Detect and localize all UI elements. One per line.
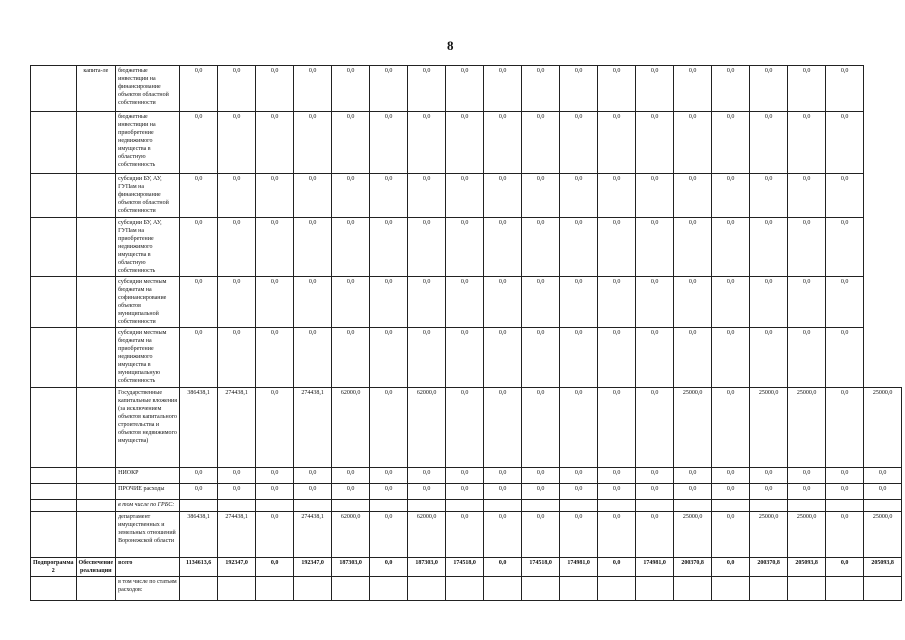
- table-row: [31, 112, 902, 174]
- table-row: [31, 500, 902, 512]
- value-cell: 0,0: [788, 484, 826, 500]
- value-cell: [674, 577, 712, 601]
- value-cell: 0,0: [826, 277, 864, 328]
- value-cell: 0,0: [636, 112, 674, 174]
- value-cell: [788, 500, 826, 512]
- value-cell: [826, 500, 864, 512]
- value-cell: [522, 577, 560, 601]
- value-cell: 0,0: [712, 512, 750, 558]
- value-cell: 0,0: [598, 388, 636, 468]
- value-cell: 0,0: [674, 112, 712, 174]
- value-cell: 274438,1: [218, 388, 256, 468]
- value-cell: 0,0: [674, 66, 712, 112]
- value-cell: 0,0: [598, 512, 636, 558]
- value-cell: 0,0: [598, 66, 636, 112]
- value-cell: [332, 500, 370, 512]
- value-cell: 0,0: [826, 558, 864, 577]
- value-cell: 62000,0: [332, 388, 370, 468]
- value-cell: 0,0: [598, 174, 636, 218]
- value-cell: 192347,0: [218, 558, 256, 577]
- value-cell: [750, 500, 788, 512]
- value-cell: [484, 577, 522, 601]
- subprogram-cell: [31, 328, 77, 388]
- value-cell: 0,0: [446, 484, 484, 500]
- value-cell: [484, 500, 522, 512]
- value-cell: 0,0: [522, 484, 560, 500]
- value-cell: 187303,0: [408, 558, 446, 577]
- value-cell: 0,0: [674, 468, 712, 484]
- value-cell: 25000,0: [674, 388, 712, 468]
- value-cell: 0,0: [332, 468, 370, 484]
- value-cell: 0,0: [370, 66, 408, 112]
- value-cell: 0,0: [218, 484, 256, 500]
- value-cell: 0,0: [522, 218, 560, 277]
- value-cell: 0,0: [370, 112, 408, 174]
- subprogram-cell: [31, 66, 77, 112]
- value-cell: 0,0: [826, 112, 864, 174]
- value-cell: [180, 577, 218, 601]
- table-row: [31, 558, 902, 577]
- value-cell: 386438,1: [180, 512, 218, 558]
- value-cell: 0,0: [560, 388, 598, 468]
- value-cell: 0,0: [636, 468, 674, 484]
- value-cell: 0,0: [636, 388, 674, 468]
- value-cell: 0,0: [560, 112, 598, 174]
- value-cell: 192347,0: [294, 558, 332, 577]
- value-cell: 0,0: [788, 328, 826, 388]
- value-cell: [446, 500, 484, 512]
- value-cell: 0,0: [332, 328, 370, 388]
- value-cell: 0,0: [674, 174, 712, 218]
- value-cell: 0,0: [750, 484, 788, 500]
- value-cell: 0,0: [598, 277, 636, 328]
- value-cell: 0,0: [294, 484, 332, 500]
- value-cell: 25000,0: [674, 512, 712, 558]
- value-cell: 0,0: [446, 66, 484, 112]
- value-cell: 0,0: [484, 218, 522, 277]
- value-cell: 0,0: [446, 174, 484, 218]
- value-cell: 0,0: [560, 328, 598, 388]
- value-cell: 0,0: [560, 512, 598, 558]
- value-cell: 0,0: [256, 218, 294, 277]
- value-cell: 0,0: [788, 218, 826, 277]
- category-cell: Обеспечение реализации: [76, 558, 116, 577]
- value-cell: 0,0: [446, 218, 484, 277]
- subprogram-cell: [31, 174, 77, 218]
- value-cell: 0,0: [826, 468, 864, 484]
- value-cell: 0,0: [788, 174, 826, 218]
- table-row: [31, 388, 902, 468]
- value-cell: 0,0: [484, 468, 522, 484]
- value-cell: 62000,0: [408, 512, 446, 558]
- value-cell: 0,0: [522, 66, 560, 112]
- category-cell: [76, 328, 116, 388]
- value-cell: 0,0: [180, 66, 218, 112]
- value-cell: 0,0: [826, 484, 864, 500]
- value-cell: 0,0: [294, 277, 332, 328]
- subprogram-cell: [31, 218, 77, 277]
- table-row: [31, 328, 902, 388]
- value-cell: 0,0: [560, 484, 598, 500]
- category-cell: [76, 577, 116, 601]
- value-cell: [294, 500, 332, 512]
- value-cell: 0,0: [750, 328, 788, 388]
- value-cell: 200370,8: [674, 558, 712, 577]
- value-cell: 0,0: [180, 277, 218, 328]
- value-cell: 0,0: [408, 484, 446, 500]
- value-cell: 0,0: [484, 112, 522, 174]
- value-cell: 0,0: [370, 328, 408, 388]
- value-cell: 0,0: [370, 484, 408, 500]
- value-cell: 0,0: [712, 558, 750, 577]
- value-cell: [864, 577, 902, 601]
- value-cell: [636, 577, 674, 601]
- value-cell: 0,0: [256, 328, 294, 388]
- subprogram-cell: [31, 500, 77, 512]
- value-cell: 0,0: [864, 468, 902, 484]
- value-cell: 174518,0: [522, 558, 560, 577]
- value-cell: [560, 577, 598, 601]
- value-cell: 0,0: [712, 277, 750, 328]
- value-cell: [218, 500, 256, 512]
- value-cell: 0,0: [256, 277, 294, 328]
- value-cell: [674, 500, 712, 512]
- expense-type-cell: субсидии БУ, АУ, ГУПам на приобретение недвижимого имущества в областную собственность: [116, 218, 180, 277]
- value-cell: [218, 577, 256, 601]
- value-cell: 0,0: [484, 328, 522, 388]
- category-cell: [76, 277, 116, 328]
- value-cell: 0,0: [180, 328, 218, 388]
- subprogram-cell: [31, 277, 77, 328]
- value-cell: 0,0: [332, 277, 370, 328]
- value-cell: 0,0: [712, 388, 750, 468]
- value-cell: 0,0: [294, 174, 332, 218]
- value-cell: 0,0: [218, 328, 256, 388]
- expense-type-cell: всего: [116, 558, 180, 577]
- value-cell: 0,0: [218, 218, 256, 277]
- value-cell: 0,0: [332, 66, 370, 112]
- value-cell: 0,0: [256, 66, 294, 112]
- value-cell: 0,0: [408, 174, 446, 218]
- category-cell: [76, 112, 116, 174]
- value-cell: 0,0: [788, 66, 826, 112]
- expense-type-cell: ПРОЧИЕ расходы: [116, 484, 180, 500]
- subprogram-cell: [31, 512, 77, 558]
- value-cell: 0,0: [674, 277, 712, 328]
- value-cell: 25000,0: [788, 512, 826, 558]
- value-cell: 174981,0: [560, 558, 598, 577]
- value-cell: 0,0: [712, 468, 750, 484]
- value-cell: 0,0: [218, 66, 256, 112]
- value-cell: 0,0: [180, 218, 218, 277]
- value-cell: 0,0: [750, 112, 788, 174]
- value-cell: 0,0: [560, 468, 598, 484]
- value-cell: 0,0: [294, 112, 332, 174]
- value-cell: 0,0: [826, 66, 864, 112]
- table-row: [31, 577, 902, 601]
- value-cell: 0,0: [712, 328, 750, 388]
- expense-type-cell: субсидии БУ, АУ, ГУПам на финансирование объектов областной собственности: [116, 174, 180, 218]
- value-cell: 0,0: [370, 512, 408, 558]
- expense-type-cell: департамент имущественных и земельных отношений Воронежской области: [116, 512, 180, 558]
- value-cell: 174981,0: [636, 558, 674, 577]
- value-cell: 0,0: [294, 66, 332, 112]
- expense-type-cell: субсидии местным бюджетам на софинансирование объектов муниципальной собственности: [116, 277, 180, 328]
- subprogram-cell: [31, 112, 77, 174]
- budget-table: [30, 65, 902, 601]
- value-cell: 0,0: [560, 174, 598, 218]
- value-cell: 25000,0: [864, 388, 902, 468]
- value-cell: 0,0: [674, 328, 712, 388]
- value-cell: 0,0: [750, 218, 788, 277]
- value-cell: 62000,0: [408, 388, 446, 468]
- value-cell: 0,0: [180, 112, 218, 174]
- value-cell: 205093,8: [788, 558, 826, 577]
- value-cell: [750, 577, 788, 601]
- value-cell: 0,0: [750, 277, 788, 328]
- value-cell: 0,0: [560, 66, 598, 112]
- value-cell: 187303,0: [332, 558, 370, 577]
- value-cell: 0,0: [674, 484, 712, 500]
- value-cell: 0,0: [408, 328, 446, 388]
- expense-type-cell: субсидии местным бюджетам на приобретение недвижимого имущества в муниципальную собственность: [116, 328, 180, 388]
- value-cell: [294, 577, 332, 601]
- value-cell: [712, 577, 750, 601]
- value-cell: 0,0: [446, 468, 484, 484]
- value-cell: 0,0: [522, 277, 560, 328]
- value-cell: 0,0: [484, 277, 522, 328]
- subprogram-cell: [31, 577, 77, 601]
- value-cell: 0,0: [370, 388, 408, 468]
- value-cell: 0,0: [712, 218, 750, 277]
- category-cell: [76, 484, 116, 500]
- value-cell: 0,0: [864, 484, 902, 500]
- expense-type-cell: бюджетные инвестиции на приобретение недвижимого имущества в областную собственность: [116, 112, 180, 174]
- value-cell: 0,0: [522, 174, 560, 218]
- value-cell: 0,0: [598, 218, 636, 277]
- expense-type-cell: в том числе по ГРБС:: [116, 500, 180, 512]
- value-cell: 25000,0: [864, 512, 902, 558]
- table-row: [31, 66, 902, 112]
- value-cell: 0,0: [446, 388, 484, 468]
- value-cell: 0,0: [408, 112, 446, 174]
- subprogram-cell: Подпрограмма 2: [31, 558, 77, 577]
- value-cell: 25000,0: [750, 388, 788, 468]
- value-cell: 0,0: [484, 484, 522, 500]
- value-cell: 0,0: [408, 468, 446, 484]
- value-cell: [446, 577, 484, 601]
- value-cell: 0,0: [484, 66, 522, 112]
- value-cell: [256, 500, 294, 512]
- value-cell: 274438,1: [294, 388, 332, 468]
- value-cell: 0,0: [636, 512, 674, 558]
- value-cell: [598, 577, 636, 601]
- value-cell: 0,0: [484, 388, 522, 468]
- table-row: [31, 512, 902, 558]
- value-cell: 0,0: [180, 484, 218, 500]
- value-cell: [560, 500, 598, 512]
- value-cell: 0,0: [484, 512, 522, 558]
- expense-type-cell: НИОКР: [116, 468, 180, 484]
- expense-type-cell: Государственные капитальные вложения (за исключением объектов капитального строительства и объектов недвижимого имущества): [116, 388, 180, 468]
- value-cell: 0,0: [370, 277, 408, 328]
- value-cell: 25000,0: [788, 388, 826, 468]
- value-cell: 0,0: [826, 388, 864, 468]
- value-cell: 0,0: [408, 66, 446, 112]
- value-cell: 0,0: [788, 277, 826, 328]
- value-cell: [370, 577, 408, 601]
- value-cell: 0,0: [636, 174, 674, 218]
- value-cell: 0,0: [826, 174, 864, 218]
- table-row: [31, 174, 902, 218]
- value-cell: 0,0: [484, 174, 522, 218]
- value-cell: [408, 500, 446, 512]
- value-cell: 0,0: [788, 468, 826, 484]
- value-cell: 0,0: [446, 328, 484, 388]
- value-cell: 0,0: [218, 112, 256, 174]
- category-cell: [76, 500, 116, 512]
- value-cell: 0,0: [408, 218, 446, 277]
- table-row: [31, 218, 902, 277]
- value-cell: 386438,1: [180, 388, 218, 468]
- value-cell: 0,0: [446, 112, 484, 174]
- value-cell: 0,0: [712, 112, 750, 174]
- value-cell: 0,0: [256, 512, 294, 558]
- value-cell: 62000,0: [332, 512, 370, 558]
- category-cell: [76, 218, 116, 277]
- table-row: [31, 277, 902, 328]
- value-cell: [636, 500, 674, 512]
- value-cell: 0,0: [332, 112, 370, 174]
- value-cell: 0,0: [522, 512, 560, 558]
- value-cell: 0,0: [294, 468, 332, 484]
- category-cell: [76, 388, 116, 468]
- value-cell: 0,0: [560, 277, 598, 328]
- value-cell: [180, 500, 218, 512]
- category-cell: [76, 512, 116, 558]
- value-cell: 0,0: [826, 218, 864, 277]
- value-cell: 0,0: [636, 484, 674, 500]
- value-cell: [332, 577, 370, 601]
- table-row: [31, 468, 902, 484]
- value-cell: 0,0: [256, 112, 294, 174]
- value-cell: 0,0: [750, 468, 788, 484]
- value-cell: 0,0: [332, 218, 370, 277]
- category-cell: [76, 468, 116, 484]
- value-cell: 0,0: [332, 484, 370, 500]
- subprogram-cell: [31, 388, 77, 468]
- value-cell: [522, 500, 560, 512]
- value-cell: [826, 577, 864, 601]
- value-cell: 0,0: [218, 468, 256, 484]
- value-cell: 0,0: [332, 174, 370, 218]
- table-row: [31, 484, 902, 500]
- value-cell: 0,0: [636, 328, 674, 388]
- value-cell: 0,0: [522, 468, 560, 484]
- value-cell: 0,0: [370, 218, 408, 277]
- value-cell: 0,0: [256, 174, 294, 218]
- value-cell: 174518,0: [446, 558, 484, 577]
- value-cell: 0,0: [180, 468, 218, 484]
- subprogram-cell: [31, 468, 77, 484]
- value-cell: 0,0: [674, 218, 712, 277]
- value-cell: 0,0: [598, 468, 636, 484]
- value-cell: 0,0: [522, 388, 560, 468]
- value-cell: 0,0: [294, 218, 332, 277]
- value-cell: 0,0: [256, 558, 294, 577]
- category-cell: [76, 174, 116, 218]
- value-cell: 0,0: [598, 112, 636, 174]
- value-cell: 0,0: [370, 468, 408, 484]
- value-cell: 0,0: [636, 66, 674, 112]
- value-cell: 0,0: [788, 112, 826, 174]
- value-cell: 0,0: [370, 558, 408, 577]
- value-cell: [370, 500, 408, 512]
- value-cell: 0,0: [598, 484, 636, 500]
- value-cell: 0,0: [560, 218, 598, 277]
- value-cell: 0,0: [180, 174, 218, 218]
- value-cell: 0,0: [408, 277, 446, 328]
- value-cell: 0,0: [370, 174, 408, 218]
- value-cell: 0,0: [750, 66, 788, 112]
- value-cell: 0,0: [712, 174, 750, 218]
- expense-type-cell: в том числе по статьям расходов:: [116, 577, 180, 601]
- value-cell: 200370,8: [750, 558, 788, 577]
- value-cell: 0,0: [218, 174, 256, 218]
- expense-type-cell: бюджетные инвестиции на финансирование объектов областной собственности: [116, 66, 180, 112]
- value-cell: 0,0: [712, 66, 750, 112]
- value-cell: 274438,1: [294, 512, 332, 558]
- value-cell: 0,0: [598, 558, 636, 577]
- value-cell: 0,0: [256, 388, 294, 468]
- value-cell: 205093,8: [864, 558, 902, 577]
- value-cell: [256, 577, 294, 601]
- value-cell: 0,0: [712, 484, 750, 500]
- value-cell: 0,0: [218, 277, 256, 328]
- value-cell: 0,0: [446, 512, 484, 558]
- value-cell: 0,0: [522, 112, 560, 174]
- value-cell: 0,0: [522, 328, 560, 388]
- value-cell: 0,0: [598, 328, 636, 388]
- value-cell: 1134613,6: [180, 558, 218, 577]
- value-cell: [788, 577, 826, 601]
- category-cell: капита-ле: [76, 66, 116, 112]
- subprogram-cell: [31, 484, 77, 500]
- value-cell: 0,0: [256, 484, 294, 500]
- value-cell: [712, 500, 750, 512]
- value-cell: [864, 500, 902, 512]
- value-cell: 0,0: [446, 277, 484, 328]
- value-cell: 0,0: [636, 277, 674, 328]
- value-cell: [598, 500, 636, 512]
- value-cell: [408, 577, 446, 601]
- value-cell: 274438,1: [218, 512, 256, 558]
- value-cell: 0,0: [826, 328, 864, 388]
- value-cell: 0,0: [636, 218, 674, 277]
- value-cell: 25000,0: [750, 512, 788, 558]
- value-cell: 0,0: [826, 512, 864, 558]
- value-cell: 0,0: [750, 174, 788, 218]
- value-cell: 0,0: [294, 328, 332, 388]
- value-cell: 0,0: [484, 558, 522, 577]
- value-cell: 0,0: [256, 468, 294, 484]
- page-number: 8: [447, 38, 454, 53]
